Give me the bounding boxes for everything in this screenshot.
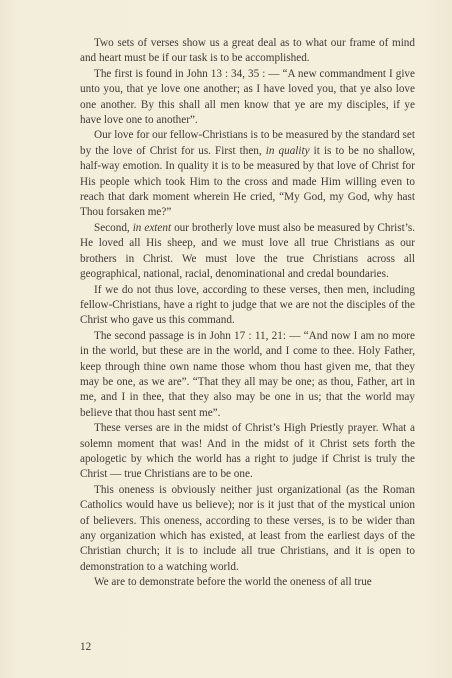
body-text (80, 36, 415, 591)
paragraph-text: We are to demonstrate before the world the oneness of all true (94, 576, 372, 589)
paragraph-text: The second passage is in John 17 : 11, 21: — “And now I am no more in the world, but these are in the world, and I come to thee. Holy Father, keep through thine own name those whom thou hast given me, that they may be one, as we are”. “That they all may be one; as thou, Father, art in me, and I in thee, that they also may be one in us; that the world may believe that thou hast sent me”. (80, 329, 415, 419)
paragraph-2 (80, 67, 415, 129)
paragraph-7 (80, 421, 415, 483)
paragraph-text: Our love for our fellow-Christians is to be measured by the standard set by the love of Christ for us. First then, (80, 129, 415, 157)
paragraph-9 (80, 575, 415, 590)
paragraph-text: it is to be no shallow, half-way emotion. In quality it is to be measured by that love of Christ for His people which took Him to the cross and made Him willing even to reach that dark moment wherein He cried, “My God, my God, why hast Thou forsaken me?” (80, 144, 415, 219)
paragraph-text: If we do not thus love, according to these verses, then men, including fellow-Christians, have a right to judge that we are not the disciples of the Christ who gave us this command. (80, 283, 415, 327)
paragraph-text: This oneness is obviously neither just organizational (as the Roman Catholics would have us believe); nor is it just that of the mystical union of believers. This oneness, according to these verses, is to be wider than any organization which has existed, at least from the earliest days of the Christian church; it is to include all true Christians, and it is open to demonstration to a watching world. (80, 483, 415, 573)
page-number: 12 (80, 641, 92, 653)
paragraph-text: The first is found in John 13 : 34, 35 : — “A new commandment I give unto you, that ye love one another; as I have loved you, that ye also love one another. By this shall all men know that ye are my disciples, if ye have love one to another”. (80, 67, 415, 127)
paragraph-1 (80, 36, 415, 67)
paragraph-text: These verses are in the midst of Christ’s High Priestly prayer. What a solemn moment that was! And in the midst of it Christ sets forth the apologetic by which the world has a right to judge if Christ is truly the Christ — true Christians are to be one. (80, 422, 415, 481)
paragraph-8 (80, 483, 415, 575)
paragraph-5 (80, 283, 415, 329)
emphasis-in-extent: in extent (132, 221, 172, 234)
paragraph-text: our brotherly love must also be measured by Christ’s. He loved all His sheep, and we must love all true Christians as our brothers in Christ. We must love the true Christians across all geographical, national, racial, denominational and credal boundaries. (80, 221, 415, 281)
paragraph-3 (80, 128, 415, 220)
paragraph-text: Second, (94, 221, 133, 234)
paragraph-4 (80, 221, 415, 283)
emphasis-in-quality: in quality (265, 144, 310, 157)
paragraph-text: Two sets of verses show us a great deal as to what our frame of mind and heart must be if our task is to be accomplished. (80, 37, 415, 65)
paragraph-6 (80, 329, 415, 421)
